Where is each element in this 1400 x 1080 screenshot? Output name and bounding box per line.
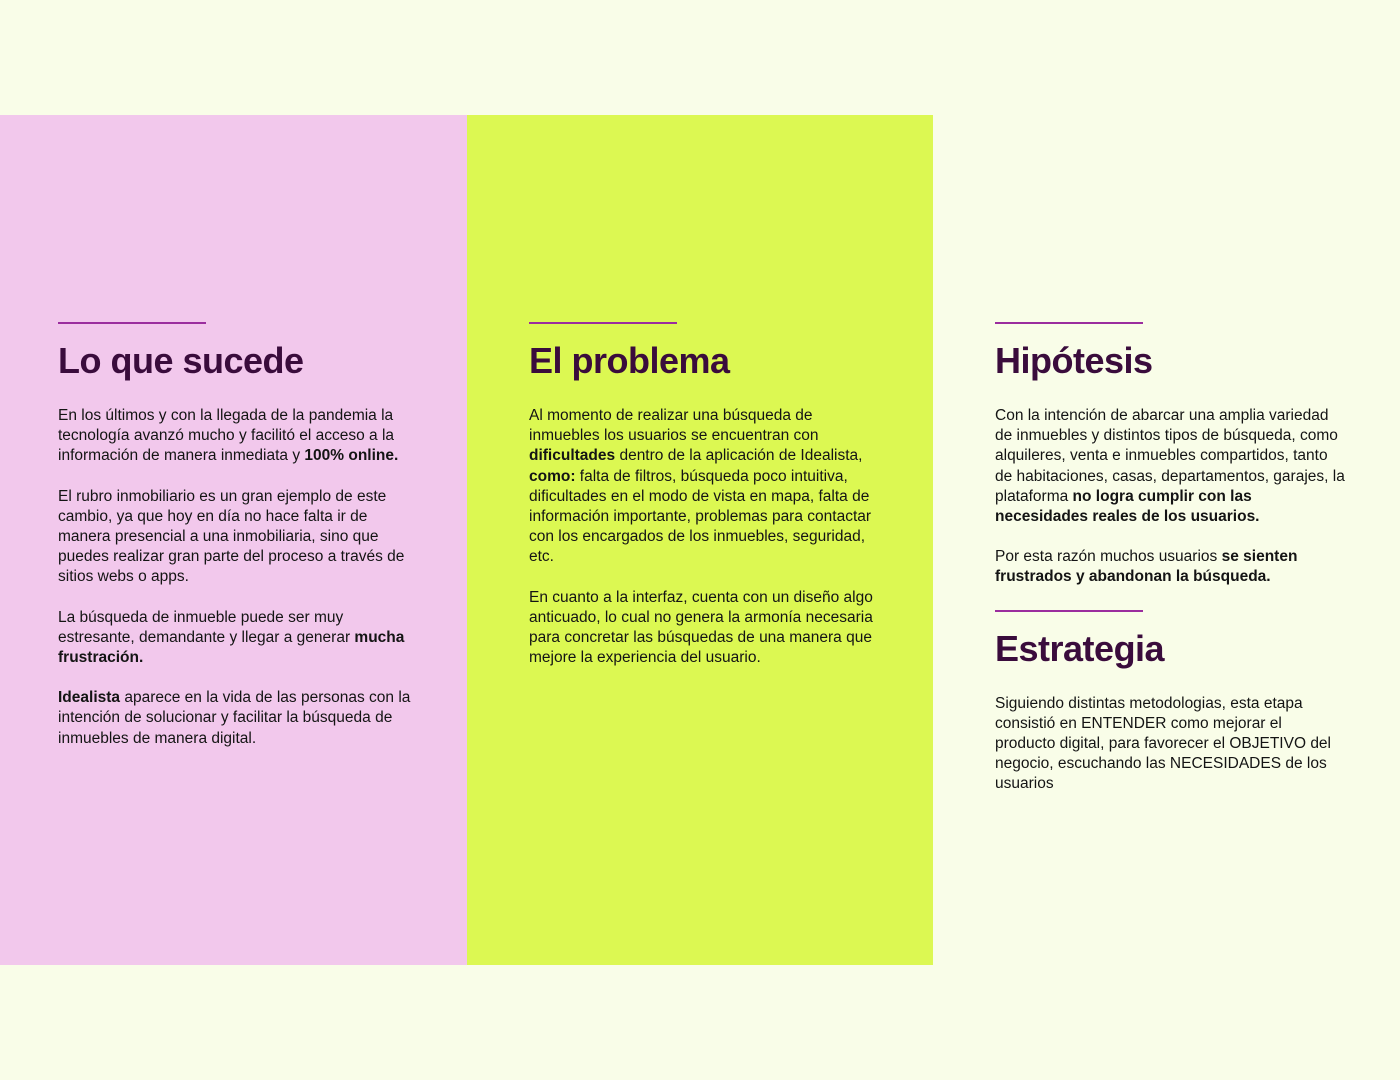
section-body: [529, 406, 879, 668]
paragraph: [995, 547, 1345, 587]
text: Con la intención de abarcar una amplia variedad de inmuebles y distintos tipos de búsqueda, como alquileres, venta e inmuebles compartidos, tanto de habitaciones, casas, departamentos, garajes, la plataforma: [995, 407, 1345, 505]
paragraph: [995, 406, 1345, 527]
bold-text: no logra cumplir con las necesidades reales de los usuarios.: [995, 487, 1260, 526]
paragraph: [58, 688, 418, 749]
section-title: Estrategia: [995, 627, 1165, 669]
text: En los últimos y con la llegada de la pandemia la tecnología avanzó mucho y facilitó el acceso a la información de manera inmediata y: [58, 407, 395, 465]
bold-text: mucha frustración.: [58, 628, 405, 667]
section-body: [58, 406, 418, 749]
bold-text: como:: [529, 467, 576, 485]
bold-text: se sienten frustrados y abandonan la búsqueda.: [995, 548, 1298, 586]
text: Siguiendo distintas metodologias, esta etapa consistió en ENTENDER como mejorar el producto digital, para favorecer el OBJETIVO del negocio, escuchando las NECESIDADES de los usuarios: [995, 694, 1331, 793]
paragraph: [529, 406, 879, 568]
section-title: Hipótesis: [995, 340, 1153, 381]
paragraph: [58, 487, 418, 588]
section-lo-que-sucede: [58, 322, 418, 769]
heading-rule: [995, 322, 1143, 324]
section-body: [995, 694, 1345, 795]
text: El rubro inmobiliario es un gran ejemplo de este cambio, ya que hoy en día no hace falta ir de manera presencial a una inmobiliaria, sino que puedes realizar gran parte del proceso a través de sitios webs o apps.: [58, 487, 405, 586]
paragraph: [58, 608, 418, 669]
section-title: El problema: [529, 340, 730, 381]
bold-text: 100% online.: [304, 447, 399, 465]
section-title: Lo que sucede: [58, 340, 304, 381]
text: aparece en la vida de las personas con la intención de solucionar y facilitar la búsqueda de inmuebles de manera digital.: [58, 689, 411, 747]
section-el-problema: [529, 322, 879, 688]
text: dentro de la aplicación de Idealista,: [615, 447, 863, 465]
paragraph: [995, 694, 1345, 795]
section-estrategia: [995, 610, 1345, 795]
text: Al momento de realizar una búsqueda de inmuebles los usuarios se encuentran con: [529, 407, 819, 445]
paragraph: [529, 588, 879, 669]
bold-text: dificultades: [529, 447, 616, 465]
heading-rule: [58, 322, 206, 324]
text: Por esta razón muchos usuarios: [995, 548, 1222, 566]
text: La búsqueda de inmueble puede ser muy estresante, demandante y llegar a generar: [58, 608, 355, 646]
section-body: [995, 406, 1345, 588]
text: En cuanto a la interfaz, cuenta con un diseño algo anticuado, lo cual no genera la armonía necesaria para concretar las búsquedas de una manera que mejore la experiencia del usuario.: [529, 588, 873, 667]
text: falta de filtros, búsqueda poco intuitiva, dificultades en el modo de vista en mapa, falta de información importante, problemas para contactar con los encargados de los inmuebles, seguridad, etc.: [529, 467, 872, 566]
heading-rule: [529, 322, 677, 324]
paragraph: [58, 406, 418, 467]
section-hipotesis: [995, 322, 1345, 815]
bold-text: Idealista: [58, 689, 121, 707]
heading-rule: [995, 610, 1143, 612]
